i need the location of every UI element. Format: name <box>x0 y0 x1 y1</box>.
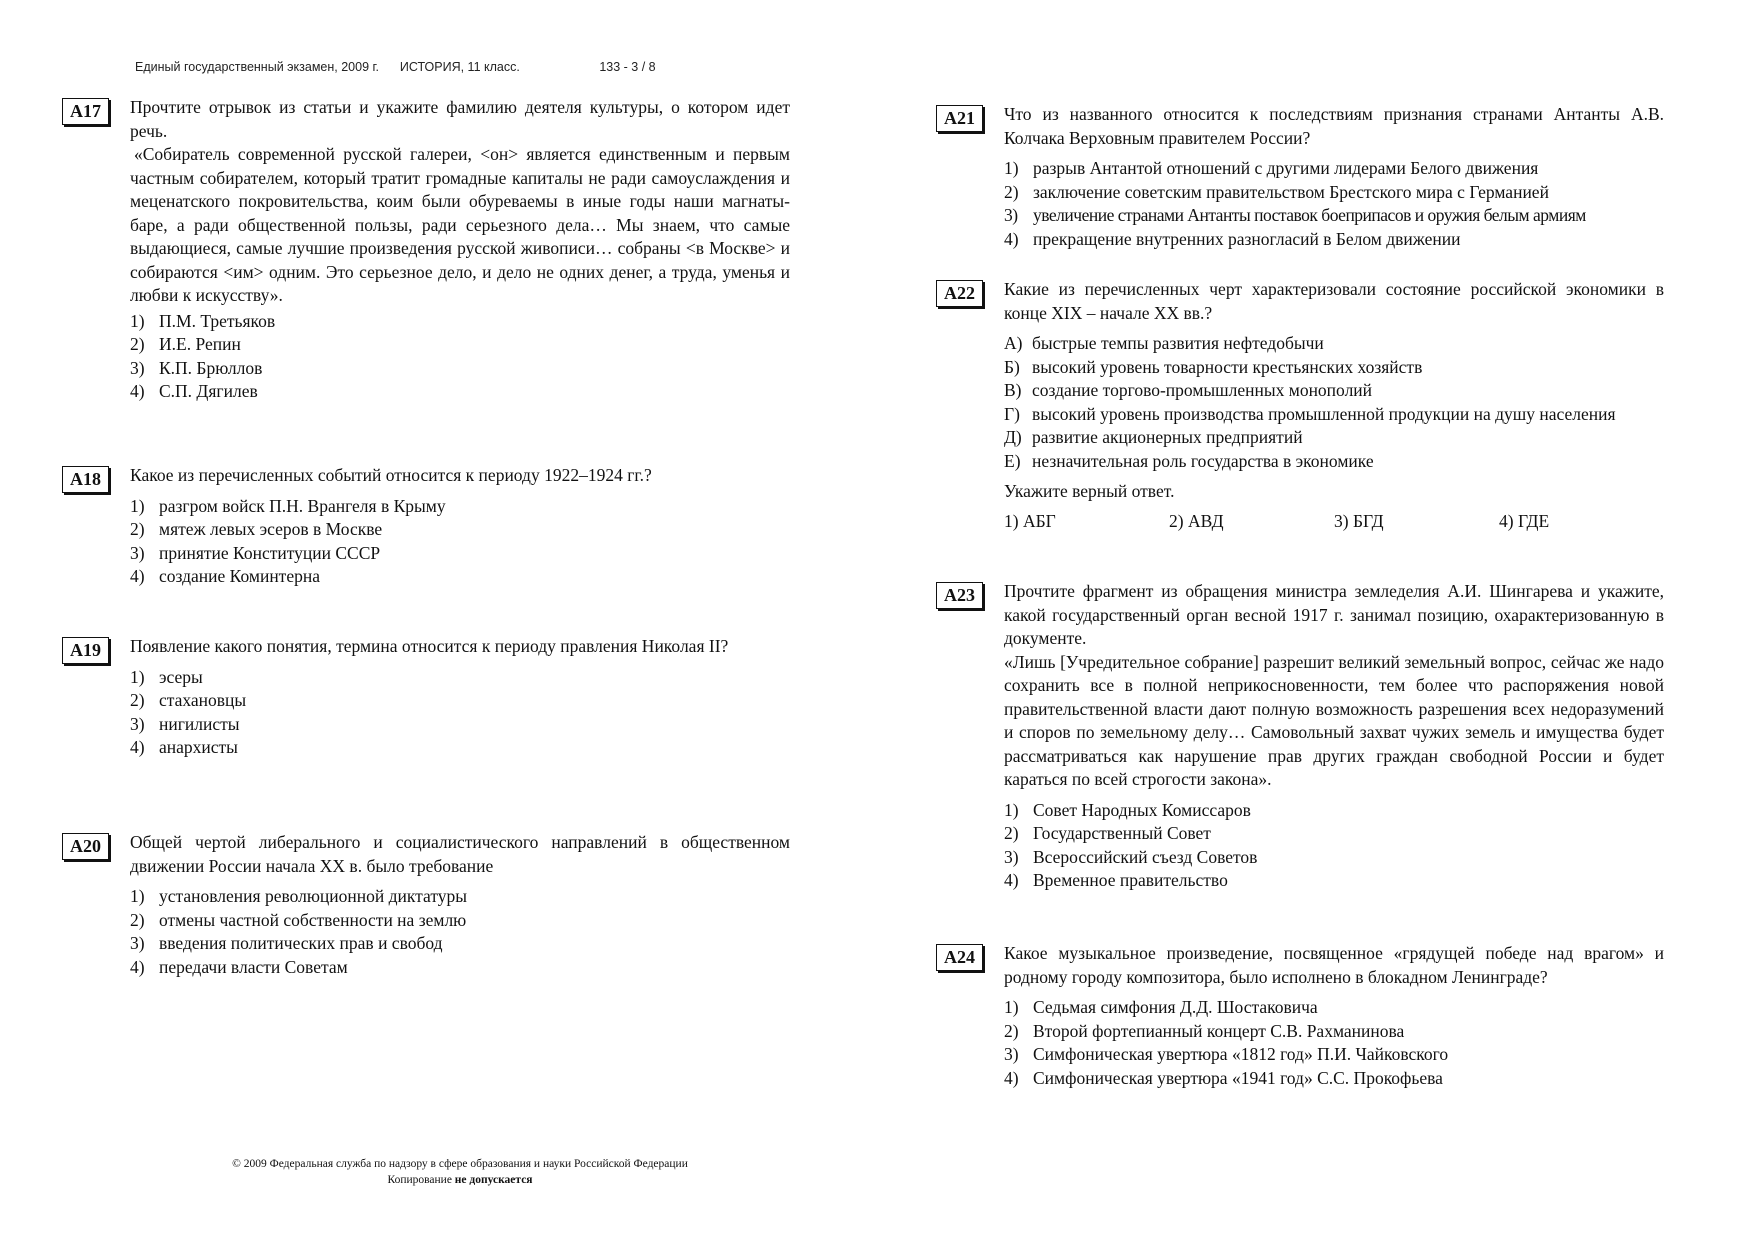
task-a22 <box>936 278 1664 533</box>
letter-item-e: Е) незначительная роль государства в экономике <box>1004 450 1374 471</box>
task-number-a24: A24 <box>936 944 983 971</box>
subject-title: ИСТОРИЯ, 11 класс. <box>399 60 520 74</box>
options-list <box>130 495 790 589</box>
options-list <box>1004 799 1664 893</box>
question-text: Какое музыкальное произведение, посвященное «грядущей победе над врагом» и родному городу композитора, было исполнено в блокадном Ленинграде? <box>1004 943 1664 987</box>
option-4: 4) С.П. Дягилев <box>130 381 258 401</box>
quote-text: «Собиратель современной русской галереи, <он> является единственным и первым частным собирателем, который тратит громадные капиталы не ради самоуслаждения и меценатского покровительства, коим были обуреваемы в иные годы наши магнаты-баре, а ради общественной пользы, ради серьезного дела… Мы знаем, что самые выдающиеся, самые лучшие произведения русской живописи… собраны <в Москве> и собираются <им> одним. Это серьезное дело, и дело не одних денег, а труда, уменья и любви к искусству». <box>130 144 790 305</box>
task-number-a22: A22 <box>936 280 983 307</box>
option-2: 2) мятеж левых эсеров в Москве <box>130 519 383 539</box>
option-3: 3) Всероссийский съезд Советов <box>1004 846 1258 867</box>
answer-option-1: 1) АБГ <box>1004 510 1056 531</box>
question-text: Прочтите отрывок из статьи и укажите фамилию деятеля культуры, о котором идет речь. <box>130 97 790 141</box>
task-number-a17: A17 <box>62 98 109 125</box>
letter-item-v: В) создание торгово-промышленных монополий <box>1004 380 1373 400</box>
task-number-a23: A23 <box>936 582 983 609</box>
question-text: Появление какого понятия, термина относится к периоду правления Николая II? <box>130 636 729 656</box>
option-1: 1) разрыв Антантой отношений с другими лидерами Белого движения <box>1004 158 1539 178</box>
task-a18 <box>62 464 790 589</box>
letter-item-b: Б) высокий уровень товарности крестьянских хозяйств <box>1004 356 1423 377</box>
option-1: 1) П.М. Третьяков <box>130 310 276 331</box>
task-number-a21: A21 <box>936 105 983 132</box>
option-2: 2) заключение советским правительством Брестского мира с Германией <box>1004 181 1549 202</box>
option-2: 2) И.Е. Репин <box>130 334 241 354</box>
quote-text: «Лишь [Учредительное собрание] разрешит великий земельный вопрос, сейчас же надо сохранить все в полной неприкосновенности, тем более что распоряжения новой правительственной власти дают полную возможность разрешения всех недоразумений и споров по земельному делу… Самовольный захват чужих земель и имущества будет рассматриваться как нарушение прав других граждан свободной России и будет караться по всей строгости закона». <box>1004 651 1664 789</box>
question-text: Какое из перечисленных событий относится к периоду 1922–1924 гг.? <box>130 465 652 485</box>
question-text: Что из названного относится к последствиям признания странами Антанты А.В. Колчака Верховным правителем России? <box>1004 104 1664 148</box>
letter-item-a: А) быстрые темпы развития нефтедобычи <box>1004 333 1324 353</box>
page-footer <box>0 1156 920 1188</box>
answer-option-4: 4) ГДЕ <box>1499 510 1550 531</box>
letter-item-d: Д) развитие акционерных предприятий <box>1004 427 1303 447</box>
letter-item-g: Г) высокий уровень производства промышленной продукции на душу населения <box>1004 403 1616 424</box>
task-number-a19: A19 <box>62 637 109 664</box>
task-a21 <box>936 103 1664 251</box>
option-3: 3) принятие Конституции СССР <box>130 542 381 563</box>
task-a19 <box>62 635 790 760</box>
option-1: 1) установления революционной диктатуры <box>130 886 468 906</box>
option-4: 4) создание Коминтерна <box>130 566 320 586</box>
task-a20 <box>62 831 790 979</box>
question-text: Прочтите фрагмент из обращения министра земледелия А.И. Шингарева и укажите, какой государственный орган весной 1917 г. занимал позицию, охарактеризованную в документе. <box>1004 581 1664 648</box>
option-3: 3) введения политических прав и свобод <box>130 933 443 953</box>
options-list <box>130 885 790 979</box>
option-2: 2) Государственный Совет <box>1004 823 1211 843</box>
option-4: 4) передачи власти Советам <box>130 956 348 977</box>
task-number-a18: A18 <box>62 466 109 493</box>
task-number-a20: A20 <box>62 833 109 860</box>
option-3: 3) Симфоническая увертюра «1812 год» П.И. Чайковского <box>1004 1044 1449 1064</box>
options-list <box>130 310 790 404</box>
answer-prompt: Укажите верный ответ. <box>1004 481 1175 501</box>
letter-list <box>1004 332 1664 473</box>
options-list <box>1004 996 1664 1090</box>
page-header <box>135 60 656 74</box>
task-a17 <box>62 96 790 404</box>
task-a24 <box>936 942 1664 1090</box>
answer-options <box>1004 510 1664 534</box>
option-2: 2) отмены частной собственности на землю <box>130 909 467 930</box>
question-text: Какие из перечисленных черт характеризовали состояние российской экономики в конце XIX – начале XX вв.? <box>1004 279 1664 323</box>
option-3: 3) К.П. Брюллов <box>130 357 263 378</box>
option-1: 1) разгром войск П.Н. Врангеля в Крыму <box>130 495 446 516</box>
exam-title: Единый государственный экзамен, 2009 г. <box>135 60 380 74</box>
option-4: 4) прекращение внутренних разногласий в Белом движении <box>1004 228 1461 249</box>
option-3: 3) увеличение странами Антанты поставок боеприпасов и оружия белым армиям <box>1004 205 1586 225</box>
option-2: 2) Второй фортепианный концерт С.В. Рахманинова <box>1004 1020 1405 1041</box>
options-list <box>1004 157 1664 251</box>
options-list <box>130 666 790 760</box>
option-2: 2) стахановцы <box>130 690 247 710</box>
page-code: 133 - 3 / 8 <box>599 60 656 74</box>
copyright-line: © 2009 Федеральная служба по надзору в сфере образования и науки Российской Федерации <box>232 1158 688 1170</box>
question-text: Общей чертой либерального и социалистического направлений в общественном движении России начала XX в. было требование <box>130 832 790 876</box>
task-a23 <box>936 580 1664 893</box>
option-4: 4) Симфоническая увертюра «1941 год» С.С. Прокофьева <box>1004 1067 1443 1088</box>
option-1: 1) эсеры <box>130 666 203 687</box>
option-4: 4) Временное правительство <box>1004 870 1228 890</box>
answer-option-3: 3) БГД <box>1334 510 1384 531</box>
answer-option-2: 2) АВД <box>1169 510 1224 531</box>
option-3: 3) нигилисты <box>130 713 240 734</box>
option-1: 1) Совет Народных Комиссаров <box>1004 799 1251 820</box>
copy-notice: Копирование не допускается <box>387 1174 533 1186</box>
option-1: 1) Седьмая симфония Д.Д. Шостаковича <box>1004 997 1318 1017</box>
option-4: 4) анархисты <box>130 737 238 757</box>
